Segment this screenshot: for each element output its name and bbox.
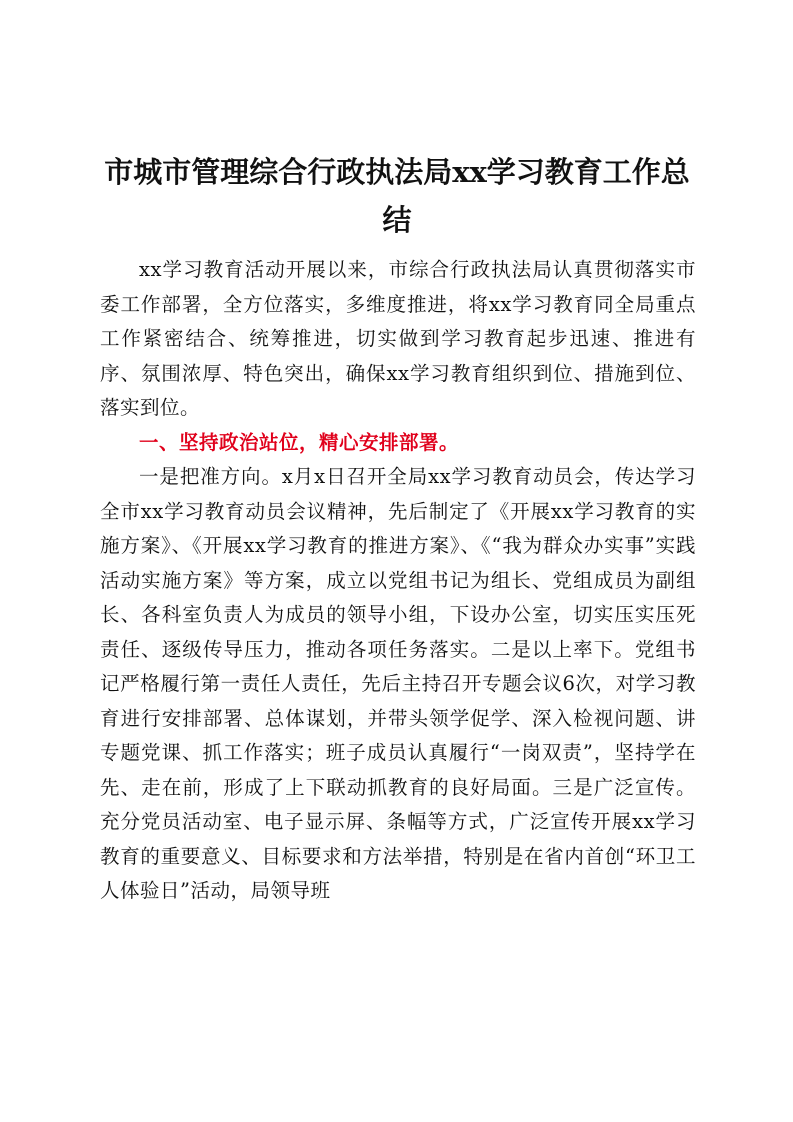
section-heading-1: 一、坚持政治站位，精心安排部署。	[139, 430, 460, 454]
section-1-paragraph: 一是把准方向。x月x日召开全局xx学习教育动员会，传达学习全市xx学习教育动员会议精神，先后制定了《开展xx学习教育的实施方案》、《开展xx学习教育的推进方案》、《“我为群众办实事”实践活动实施方案》等方案，成立以党组书记为组长、党组成员为副组长、各科室负责人为成员的领导小组，下设办公室，切实压实压死责任、逐级传导压力，推动各项任务落实。二是以上率下。党组书记严格履行第一责任人责任，先后主持召开专题会议6次，对学习教育进行安排部署、总体谋划，并带头领学促学、深入检视问题、讲专题党课、抓工作落实；班子成员认真履行“一岗双责”，坚持学在先、走在前，形成了上下联动抓教育的良好局面。三是广泛宣传。充分党员活动室、电子显示屏、条幅等方式，广泛宣传开展xx学习教育的重要意义、目标要求和方法举措，特别是在省内首创“环卫工人体验日”活动，局领导班	[100, 465, 696, 902]
intro-paragraph: xx学习教育活动开展以来，市综合行政执法局认真贯彻落实市委工作部署，全方位落实，多维度推进，将xx学习教育同全局重点工作紧密结合、统筹推进，切实做到学习教育起步迅速、推进有序、氛围浓厚、特色突出，确保xx学习教育组织到位、措施到位、落实到位。	[100, 258, 696, 419]
document-body	[100, 253, 696, 909]
document-title: 市城市管理综合行政执法局xx学习教育工作总结	[104, 155, 690, 237]
